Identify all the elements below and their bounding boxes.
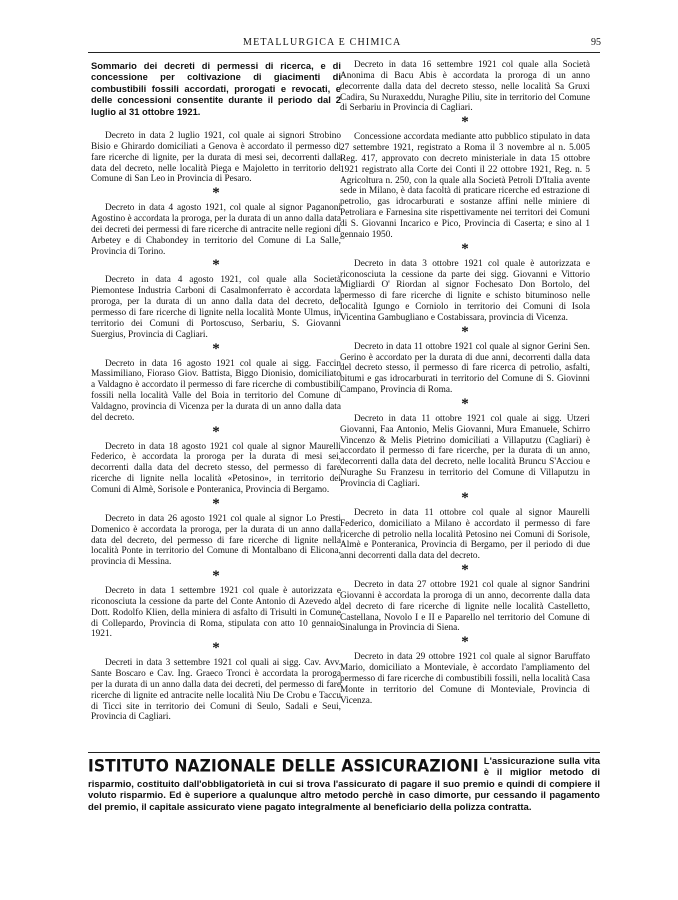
- decree-entry: Decreto in data 2 luglio 1921, col quale ai signori Strobino Bisio e Ghirardo domiciliati a Genova è accordato il permesso di fare ricerche di lignite, per la durata di mesi sei, decorrenti dalla data del decreto, nelle località Piega e Majoletto in territorio del Comune di San Leo in Provincia di Pesaro.: [91, 131, 341, 185]
- decree-entry: Decreto in data 4 agosto 1921, col quale alla Società Piemontese Industria Carboni di Casalmonferrato è accordata la proroga, per la durata di un anno dalla data del decreto, del permesso di fare ricerche di lignite nella località Monte Ulmus, in territorio dei Comuni di Portoscuso, Serbariu, S. Giovanni Suergius, Provincia di Cagliari.: [91, 275, 341, 340]
- decree-entry: Decreto in data 18 agosto 1921 col quale al signor Maurelli Federico, è accordata la proroga per la durata di mesi sei, decorrenti dalla data del decreto stesso, del permesso di fare ricerche di lignite nella località «Petosino», in territorio dei Comuni di Almè, Sorisole e Ponteranica, Provincia di Bergamo.: [91, 441, 341, 495]
- separator-asterisk: *: [461, 489, 469, 506]
- separator-asterisk: *: [212, 423, 220, 440]
- advertisement-title: ISTITUTO NAZIONALE DELLE ASSICURAZIONI: [88, 756, 479, 776]
- separator-asterisk: *: [212, 185, 220, 202]
- left-column: [91, 60, 341, 723]
- separator-asterisk: *: [461, 634, 469, 651]
- decree-entry: Decreto in data 27 ottobre 1921 col quale al signor Sandrini Giovanni è accordata la proroga di un anno, decorrente dalla data del decreto di fare ricerche di lignite nelle località Castelletto, Castellana, Novolo I e II e Paparello nel territorio del Comune di Sinalunga in Provincia di Siena.: [340, 580, 590, 634]
- separator-asterisk: *: [212, 640, 220, 657]
- separator-asterisk: *: [212, 340, 220, 357]
- decree-entry: Decreto in data 11 ottobre col quale al signor Maurelli Federico, domiciliato a Milano è accordato il permesso di fare ricerche di petrolio nella località Petosino nei Comuni di Sorisole, Almè e Ponteranica, Provincia di Bergamo, per il periodo di due anni decorrenti dalla data del decreto.: [340, 507, 590, 562]
- decree-entry: Decreto in data 11 ottobre 1921 col quale al signor Gerini Sen. Gerino è accordato per la durata di due anni, decorrenti dalla data del decreto stesso, il permesso di fare ricerca di petrolio, asfalti, bitumi e gas idrocarburati in territorio del Comune di S. Giovinni Campano, Provincia di Roma.: [340, 341, 590, 396]
- advertisement-block: [88, 756, 600, 813]
- page-number: 95: [591, 37, 601, 48]
- separator-asterisk: *: [461, 395, 469, 412]
- decree-entry: Concessione accordata mediante atto pubblico stipulato in data 27 settembre 1921, registrato a Roma il 3 novembre al n. 5.005 Reg. 417, approvato con decreto ministeriale in data 15 ottobre 1921 registrato alla Corte dei Conti il 22 ottobre 1921, Reg. n. 5 Agricoltura n. 250, con la quale alla Società Petroli D'Italia avente sede in Milano, è data facoltà di praticare ricerche ed estrazione di petrolio, gas idrocarburati e sostanze affini nelle miniere di Petroliara e Farnesina site rispettivamente nei territori dei Comuni di S. Giovanni Incarico e Pico, Provincia di Caserta; e sino al 1 gennaio 1950.: [340, 132, 590, 240]
- right-column: [340, 60, 590, 707]
- separator-asterisk: *: [212, 568, 220, 585]
- separator-asterisk: *: [461, 240, 469, 257]
- header-rule: [88, 52, 600, 53]
- decree-entry: Decreto in data 3 ottobre 1921 col quale è autorizzata e riconosciuta la cessione da parte dei sigg. Giovanni e Vittorio Migliardi O' Riordan al signor Fochesato Don Bortolo, del permesso di fare ricerche di lignite e schisto bituminoso nelle località Igungo e Corniolo in territorio dei Comuni di Isola Vicentina Gambugliano e Costabissara, provincia di Vicenza.: [340, 258, 590, 323]
- decree-entry: Decreto in data 4 agosto 1921, col quale al signor Paganoni Agostino è accordata la proroga, per la durata di un anno dalla data dei decreti dei permessi di fare ricerche di antracite nelle regioni di Arbetey e di Chabondey in territorio del Comune di La Salle, Provincia di Torino.: [91, 203, 341, 257]
- advertisement-rule: [88, 752, 600, 753]
- summary-title: Sommario dei decreti di permessi di ricerca, e di concessione per coltivazione di giacimenti di combustibili fossili accordati, prorogati e revocati, e delle concessioni consentite durante il periodo dal 2 luglio al 31 ottobre 1921.: [91, 60, 341, 117]
- decree-entry: Decreto in data 26 agosto 1921 col quale al signor Lo Presti Domenico è accordata la proroga, per la durata di un anno dalla data del decreto, del permesso di fare ricerche di lignite nella località Ponte in territorio del Comune di Montalbano di Elicona, provincia di Messina.: [91, 513, 341, 568]
- advertisement-body: L'assicurazione sulla vita è il miglior metodo di risparmio, costituito dall'obbligatorietà in cui si trova l'assicurato di pagare il suo premio e quindi di compiere il voluto risparmio. Ed è superiore a qualunque altro metodo perchè in caso dimorte, pur cessando il pagamento del premio, il capitale assicurato viene pagato integralmente al beneficiario della polizza contratta.: [88, 756, 600, 813]
- separator-asterisk: *: [212, 495, 220, 512]
- separator-asterisk: *: [212, 257, 220, 274]
- decree-entry: Decreto in data 29 ottobre 1921 col quale al signor Baruffato Mario, domiciliato a Monteviale, è accordato l'ampliamento del permesso di fare ricerche di combustibili fossili, nella località Casa Monte in territorio del Comune di Monteviale, Provincia di Vicenza.: [340, 652, 590, 706]
- decree-entry: Decreto in data 11 ottobre 1921 col quale ai sigg. Utzeri Giovanni, Faa Antonio, Melis Giovanni, Mura Emanuele, Schirro Vincenzo & Melis Pietrino domiciliati a Villaputzu (Cagliari) è accordato il permesso di fare ricerche, per la durata di un anno, decorrenti dalla data del decreto, nelle località Bruncu S'Acciou e Nuraghe Su Franzesu in territorio del Comune di Villaputzu in Provincia di Cagliari.: [340, 413, 590, 489]
- separator-asterisk: *: [461, 114, 469, 131]
- decree-entry: Decreto in data 16 agosto 1921 col quale ai sigg. Faccin Massimiliano, Fioraso Giov. Battista, Biggo Dionisio, domiciliato a Valdagno è accordato il permesso di fare ricerche di combustibili fossili nella località Valle del Boia in territorio del Comune di Valdagno, provincia di Vicenza per la durata di un anno dalla data del decreto.: [91, 358, 341, 423]
- decree-entry: Decreto in data 16 settembre 1921 col quale alla Società Anonima di Bacu Abis è accordata la proroga di un anno decorrente dalla data del decreto stesso, nelle località Sa Gruxi Cadira, Su Nuraxeddu, Nuraghe Piliu, site in territorio del Comune di Serbariu in Provincia di Cagliari.: [340, 60, 590, 114]
- separator-asterisk: *: [461, 562, 469, 579]
- running-title: METALLURGICA E CHIMICA: [243, 37, 402, 48]
- decree-entry: Decreti in data 3 settembre 1921 col quali ai sigg. Cav. Avv. Sante Boscaro e Cav. Ing. Graeco Tronci è accordata la proroga per la durata di un anno dalla data dei decreti, del permesso di fare ricerche di lignite ed antracite nelle località Niu De Crobu e Taccu di Ticci site in territorio dei Comuni di Seulo, Sadali e Seui, Provincia di Cagliari.: [91, 658, 341, 723]
- decree-entry: Decreto in data 1 settembre 1921 col quale è autorizzata e riconosciuta la cessione da parte del Conte Antonio di Azevedo al Dott. Rodolfo Klien, della miniera di asfalto di Trisulti in Comune di Collepardo, Provincia di Roma, stipulata con atto 10 gennaio 1921.: [91, 586, 341, 640]
- separator-asterisk: *: [461, 323, 469, 340]
